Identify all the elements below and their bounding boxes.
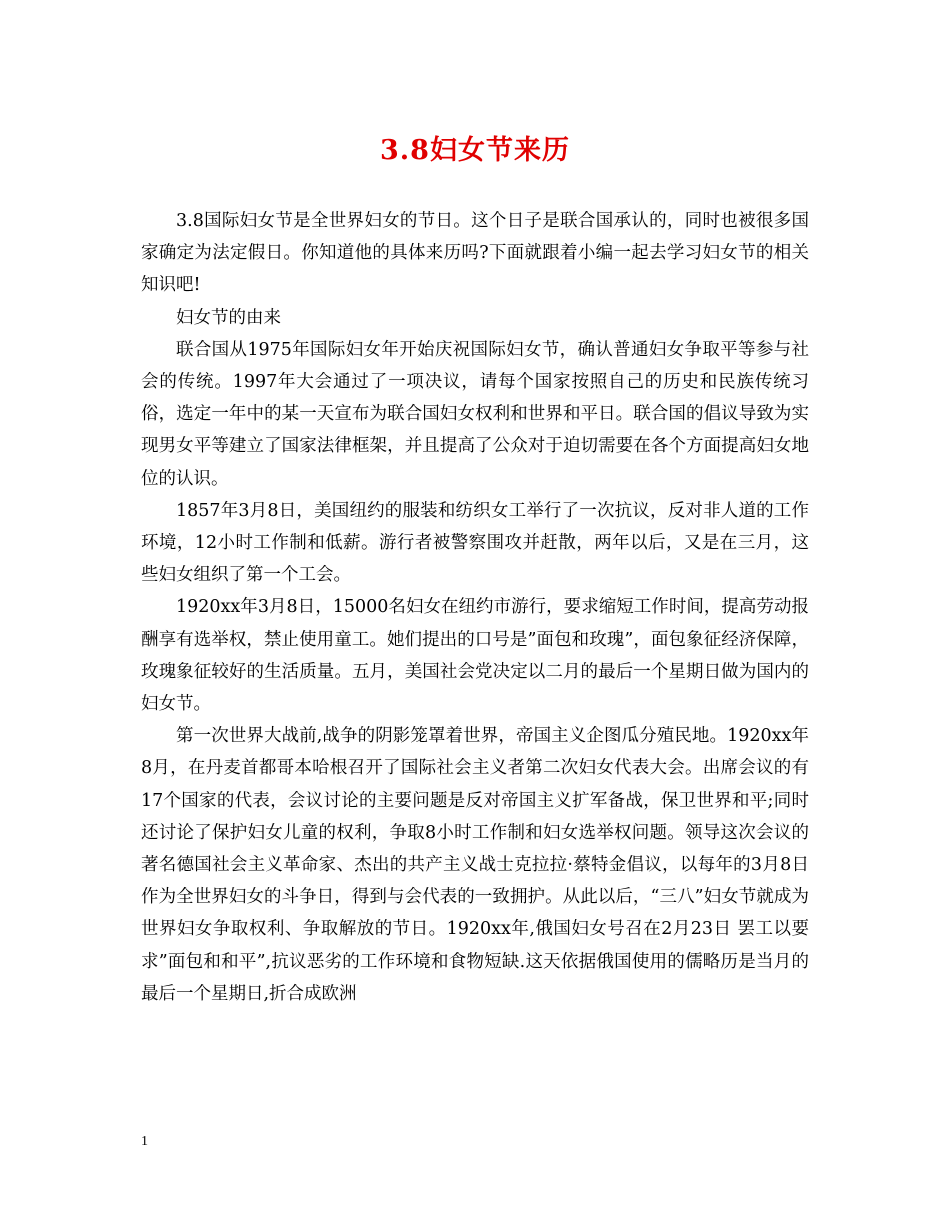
paragraph-1857: 1857年3月8日，美国纽约的服装和纺织女工举行了一次抗议，反对非人道的工作环境，12小时工作制和低薪。游行者被警察围攻并赶散，两年以后，又是在三月，这些妇女组织了第一个工会。: [141, 500, 809, 586]
paragraph-1908: 1920xx年3月8日，15000名妇女在纽约市游行，要求缩短工作时间，提高劳动报酬享有选举权，禁止使用童工。她们提出的口号是”面包和玫瑰”，面包象征经济保障，玫瑰象征较好的生活质量。五月，美国社会党决定以二月的最后一个星期日做为国内的妇女节。: [141, 597, 809, 715]
paragraph-intro: 3.8国际妇女节是全世界妇女的节日。这个日子是联合国承认的，同时也被很多国家确定为法定假日。你知道他的具体来历吗?下面就跟着小编一起去学习妇女节的相关知识吧!: [141, 211, 809, 296]
paragraph-ww1: 第一次世界大战前,战争的阴影笼罩着世界，帝国主义企图瓜分殖民地。1920xx年8月，在丹麦首都哥本哈根召开了国际社会主义者第二次妇女代表大会。出席会议的有17个国家的代表，会议讨论的主要问题是反对帝国主义扩军备战，保卫世界和平;同时还讨论了保护妇女儿童的权利，争取8小时工作制和妇女选举权问题。领导这次会议的著名德国社会主义革命家、杰出的共产主义战士克拉拉·蔡特金倡议，以每年的3月8日作为全世界妇女的斗争日，得到与会代表的一致拥护。从此以后，“三八”妇女节就成为世界妇女争取权利、争取解放的节日。1920xx年,俄国妇女号召在2月23日 罢工以要求”面包和和平”,抗议恶劣的工作环境和食物短缺.这天依据俄国使用的儒略历是当月的最后一个星期日,折合成欧洲: [141, 726, 809, 1004]
page-title: 3.8妇女节来历: [380, 135, 570, 166]
paragraph-un: 联合国从1975年国际妇女年开始庆祝国际妇女节，确认普通妇女争取平等参与社会的传统。1997年大会通过了一项决议，请每个国家按照自己的历史和民族传统习俗，选定一年中的某一天宣布为联合国妇女权利和世界和平日。联合国的倡议导致为实现男女平等建立了国家法律框架，并且提高了公众对于迫切需要在各个方面提高妇女地位的认识。: [141, 339, 809, 489]
page-number: 1: [141, 1134, 148, 1149]
document-body: [141, 205, 809, 1010]
section-heading-origin: 妇女节的由来: [176, 307, 281, 328]
